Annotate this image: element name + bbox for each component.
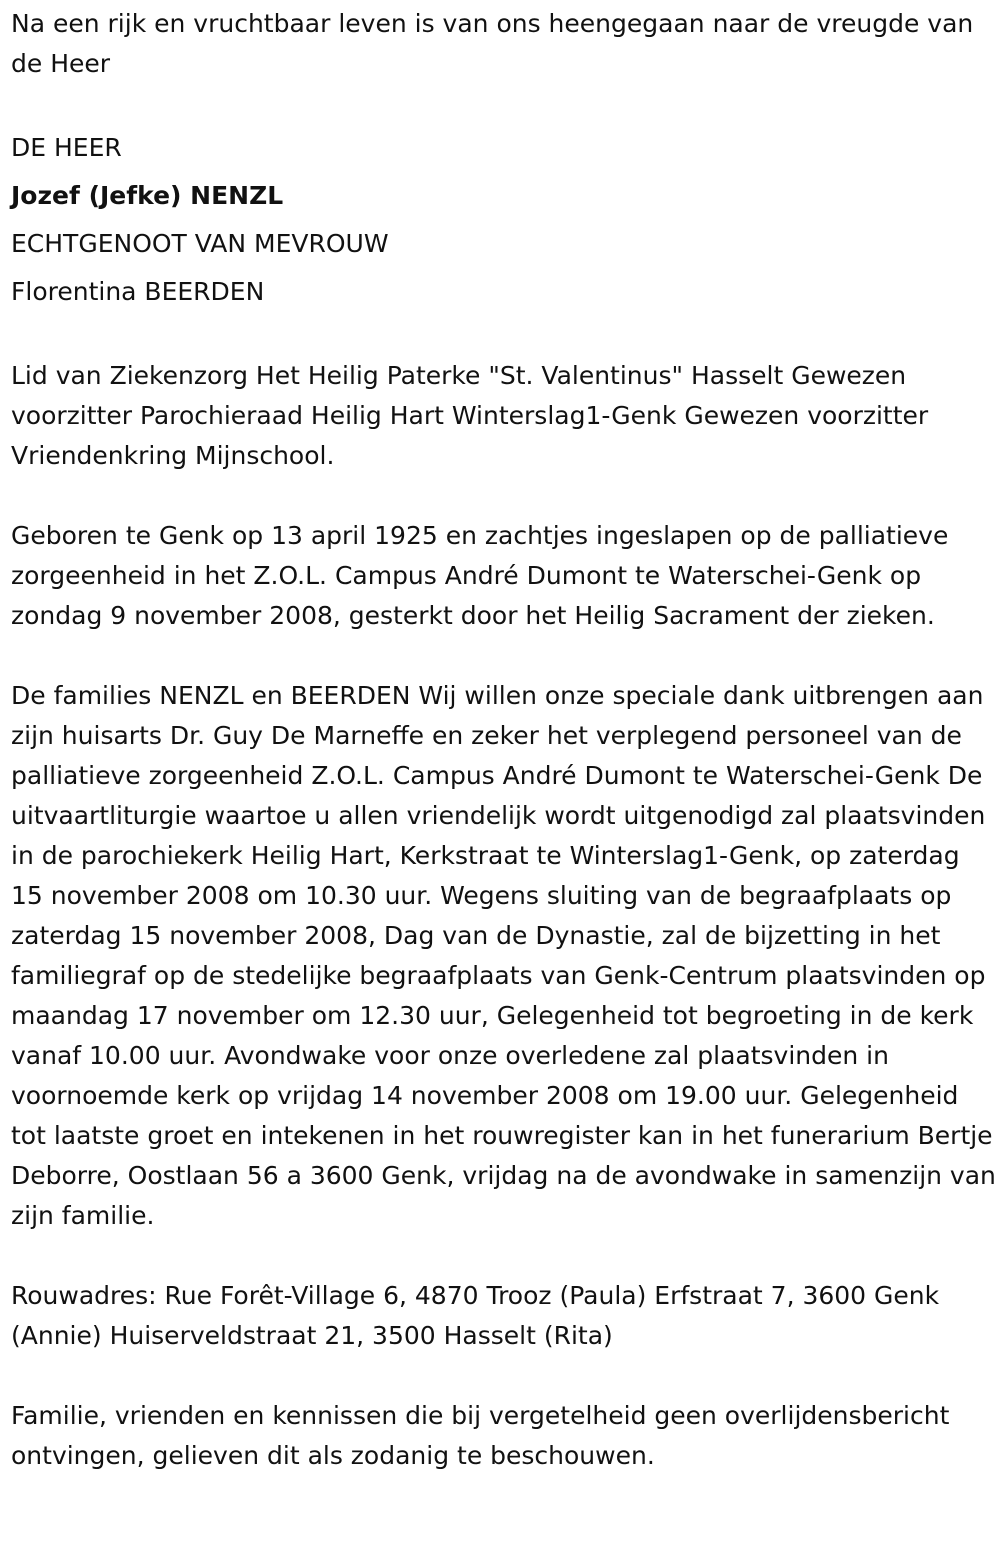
spouse-name: Florentina BEERDEN: [11, 277, 265, 306]
funeral-details-paragraph: De families NENZL en BEERDEN Wij willen onze speciale dank uitbrengen aan zijn huisarts Dr. Guy De Marneffe en zeker het verplegend personeel van de palliatieve zorgeenheid Z.O.L. Campus André Dumont te Waterschei-Genk De uitvaartliturgie waartoe u allen vriendelijk wordt uitgenodigd zal plaatsvinden in de parochiekerk Heilig Hart, Kerkstraat te Winterslag1-Genk, op zaterdag 15 november 2008 om 10.30 uur. Wegens sluiting van de begraafplaats op zaterdag 15 november 2008, Dag van de Dynastie, zal de bijzetting in het familiegraf op de stedelijke begraafplaats van Genk-Centrum plaatsvinden op maandag 17 november om 12.30 uur, Gelegenheid tot begroeting in de kerk vanaf 10.00 uur. Avondwake voor onze overledene zal plaatsvinden in voornoemde kerk op vrijdag 14 november 2008 om 19.00 uur. Gelegenheid tot laatste groet en intekenen in het rouwregister kan in het funerarium Bertje Deborre, Oostlaan 56 a 3600 Genk, vrijdag na de avondwake in samenzijn van zijn familie.: [11, 681, 996, 1230]
name-block: [11, 124, 996, 316]
spacer: [11, 316, 996, 356]
obituary-document: [11, 4, 996, 1476]
spacer: [11, 1356, 996, 1396]
memberships-paragraph: Lid van Ziekenzorg Het Heilig Paterke "St. Valentinus" Hasselt Gewezen voorzitter Parochieraad Heilig Hart Winterslag1-Genk Gewezen voorzitter Vriendenkring Mijnschool.: [11, 361, 929, 470]
deceased-name: Jozef (Jefke) NENZL: [11, 181, 284, 210]
intro-paragraph: Na een rijk en vruchtbaar leven is van ons heengegaan naar de vreugde van de Heer: [11, 9, 974, 78]
spacer: [11, 1236, 996, 1276]
birth-death-paragraph: Geboren te Genk op 13 april 1925 en zachtjes ingeslapen op de palliatieve zorgeenheid in het Z.O.L. Campus André Dumont te Waterschei-Genk op zondag 9 november 2008, gesterkt door het Heilig Sacrament der zieken.: [11, 521, 949, 630]
spouse-label: ECHTGENOOT VAN MEVROUW: [11, 229, 389, 258]
closing-note-paragraph: Familie, vrienden en kennissen die bij vergetelheid geen overlijdensbericht ontvingen, gelieven dit als zodanig te beschouwen.: [11, 1401, 950, 1470]
honorific-title: DE HEER: [11, 133, 122, 162]
spacer: [11, 476, 996, 516]
mourning-address-paragraph: Rouwadres: Rue Forêt-Village 6, 4870 Trooz (Paula) Erfstraat 7, 3600 Genk (Annie) Huiserveldstraat 21, 3500 Hasselt (Rita): [11, 1281, 940, 1350]
spacer: [11, 636, 996, 676]
spacer: [11, 84, 996, 124]
